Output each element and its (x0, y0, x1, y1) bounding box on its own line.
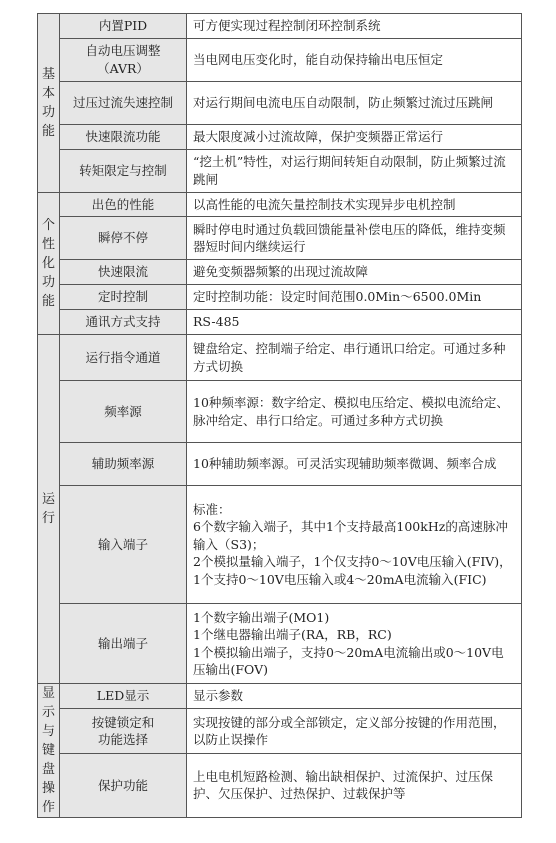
feature-cell: 输入端子 (60, 486, 187, 604)
description-cell: 显示参数 (187, 684, 522, 709)
description-cell: 标准： 6个数字输入端子，其中1个支持最高100kHz的高速脉冲输入（S3)； 2个模拟量输入端子，1个仅支持0～10V电压输入(FIV)，1个支持0～10V电压输入或4～20mA电流输入(FIC) (187, 486, 522, 604)
category-label: 基本功能 (41, 66, 55, 139)
feature-cell: 转矩限定与控制 (60, 149, 187, 192)
category-label: 运行 (41, 492, 55, 526)
feature-cell: 辅助频率源 (60, 443, 187, 486)
feature-cell: 快速限流功能 (60, 124, 187, 149)
description-cell: 可方便实现过程控制闭环控制系统 (187, 14, 522, 39)
feature-cell: 运行指令通道 (60, 335, 187, 381)
feature-cell: 频率源 (60, 381, 187, 443)
feature-cell: LED显示 (60, 684, 187, 709)
table-row (38, 14, 522, 39)
feature-cell: 内置PID (60, 14, 187, 39)
description-cell: 上电电机短路检测、输出缺相保护、过流保护、过压保护、欠压保护、过热保护、过载保护等 (187, 753, 522, 817)
description-cell: 当电网电压变化时，能自动保持输出电压恒定 (187, 38, 522, 81)
feature-cell: 输出端子 (60, 604, 187, 684)
description-cell: 实现按键的部分或全部锁定，定义部分按键的作用范围，以防止误操作 (187, 709, 522, 753)
table-row (38, 753, 522, 817)
table-row (38, 81, 522, 124)
description-cell: 键盘给定、控制端子给定、串行通讯口给定。可通过多种方式切换 (187, 335, 522, 381)
description-cell: 10种频率源：数字给定、模拟电压给定、模拟电流给定、脉冲给定、串行口给定。可通过多种方式切换 (187, 381, 522, 443)
description-cell: 1个数字输出端子(MO1) 1个继电器输出端子(RA，RB，RC) 1个模拟输出端子，支持0～20mA电流输出或0～10V电压输出(FOV) (187, 604, 522, 684)
feature-cell: 自动电压调整 （AVR） (60, 38, 187, 81)
category-cell (38, 684, 60, 818)
table-row (38, 285, 522, 310)
feature-cell: 通讯方式支持 (60, 310, 187, 335)
category-cell (38, 192, 60, 335)
feature-cell: 按键锁定和 功能选择 (60, 709, 187, 753)
table-row (38, 335, 522, 381)
table-row (38, 217, 522, 260)
feature-cell: 出色的性能 (60, 192, 187, 217)
description-cell: 定时控制功能：设定时间范围0.0Min～6500.0Min (187, 285, 522, 310)
table-row (38, 310, 522, 335)
table-row (38, 709, 522, 753)
feature-cell: 保护功能 (60, 753, 187, 817)
feature-cell: 快速限流 (60, 260, 187, 285)
category-cell (38, 335, 60, 684)
spec-table-body (38, 14, 522, 818)
description-cell: 避免变频器频繁的出现过流故障 (187, 260, 522, 285)
feature-cell: 过压过流失速控制 (60, 81, 187, 124)
category-label: 个性化功能 (41, 217, 55, 309)
description-cell: 对运行期间电流电压自动限制，防止频繁过流过压跳闸 (187, 81, 522, 124)
table-row (38, 192, 522, 217)
table-row (38, 149, 522, 192)
description-cell: 瞬时停电时通过负载回馈能量补偿电压的降低，维持变频器短时间内继续运行 (187, 217, 522, 260)
table-row (38, 443, 522, 486)
table-row (38, 486, 522, 604)
description-cell: RS-485 (187, 310, 522, 335)
table-row (38, 684, 522, 709)
category-cell (38, 14, 60, 193)
feature-cell: 瞬停不停 (60, 217, 187, 260)
table-row (38, 260, 522, 285)
category-label: 显示与键盘操作 (41, 686, 55, 815)
spec-table (37, 13, 522, 818)
description-cell: 以高性能的电流矢量控制技术实现异步电机控制 (187, 192, 522, 217)
feature-cell: 定时控制 (60, 285, 187, 310)
table-row (38, 381, 522, 443)
table-row (38, 38, 522, 81)
description-cell: 最大限度减小过流故障，保护变频器正常运行 (187, 124, 522, 149)
table-row (38, 124, 522, 149)
table-row (38, 604, 522, 684)
description-cell: “挖土机”特性，对运行期间转矩自动限制，防止频繁过流跳闸 (187, 149, 522, 192)
description-cell: 10种辅助频率源。可灵活实现辅助频率微调、频率合成 (187, 443, 522, 486)
